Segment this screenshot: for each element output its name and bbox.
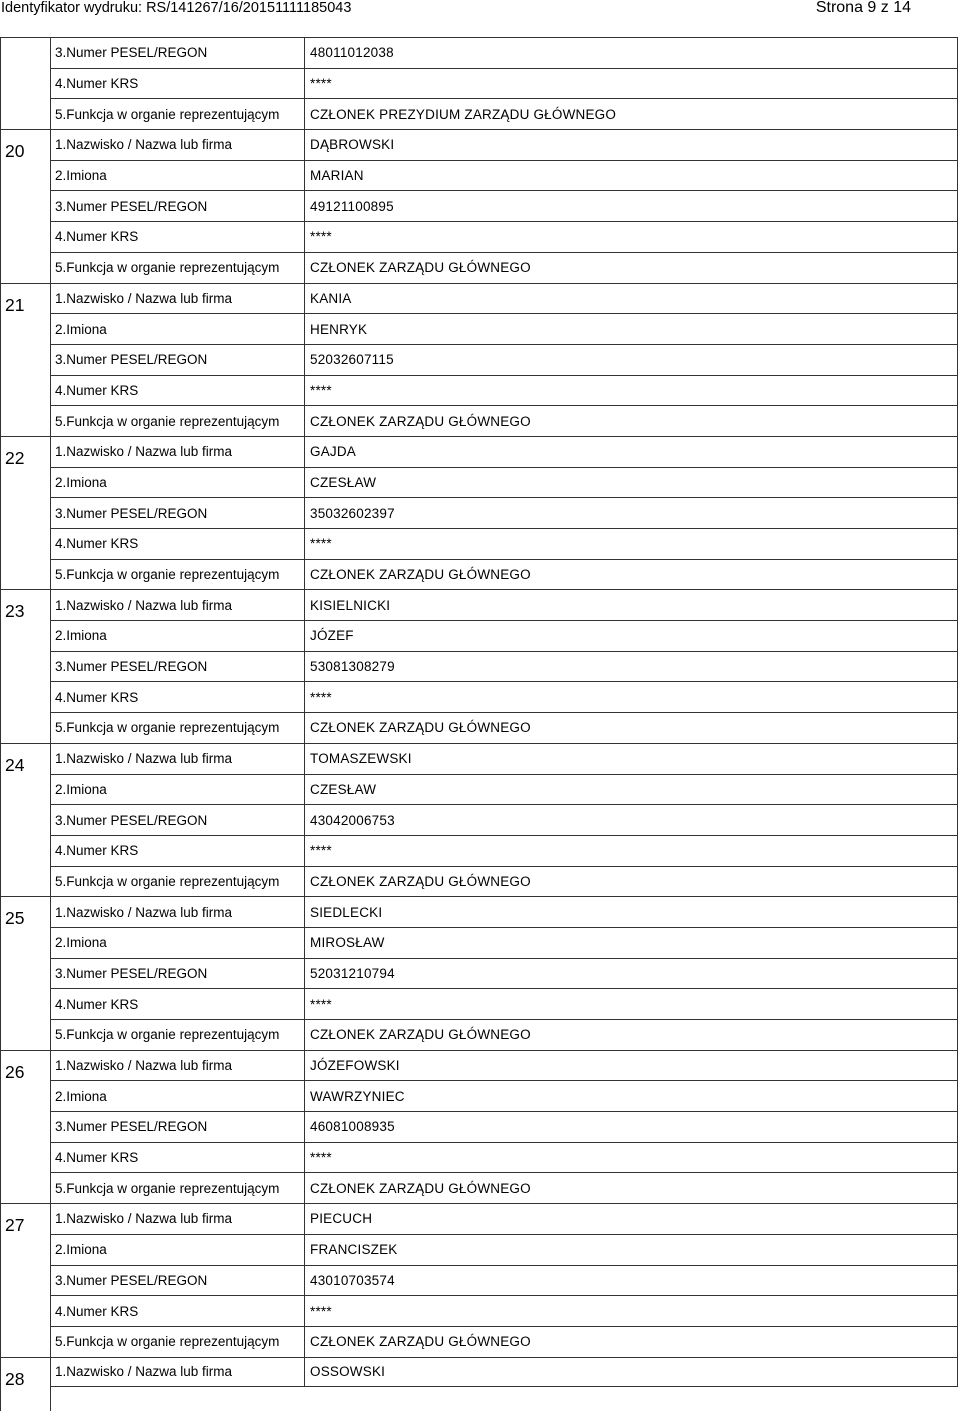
surname-value: KISIELNICKI [305, 590, 958, 620]
function-value: CZŁONEK ZARZĄDU GŁÓWNEGO [305, 1327, 958, 1357]
pesel-label: 3.Numer PESEL/REGON [51, 959, 305, 989]
first-names-row [51, 620, 958, 651]
first-names-value: WAWRZYNIEC [305, 1081, 958, 1111]
surname-value: SIEDLECKI [305, 897, 958, 927]
pesel-value: 49121100895 [305, 191, 958, 221]
first-names-value: MARIAN [305, 161, 958, 191]
function-row [51, 252, 958, 283]
entry-number: 26 [0, 1050, 51, 1203]
entry-fields [51, 589, 958, 742]
surname-value: PIECUCH [305, 1204, 958, 1234]
first-names-row [51, 1080, 958, 1111]
first-names-label: 2.Imiona [51, 161, 305, 191]
surname-value: OSSOWSKI [305, 1358, 958, 1387]
krs-row [51, 375, 958, 406]
surname-row [51, 589, 958, 620]
krs-value: **** [305, 1296, 958, 1326]
pesel-value: 48011012038 [305, 38, 958, 68]
entry-fields [51, 129, 958, 282]
entry-group [0, 896, 958, 1049]
surname-row [51, 129, 958, 160]
pesel-row [51, 651, 958, 682]
entry-number: 27 [0, 1203, 51, 1356]
krs-value: **** [305, 222, 958, 252]
function-row [51, 1326, 958, 1357]
entry-fields [51, 436, 958, 589]
krs-value: **** [305, 682, 958, 712]
first-names-label: 2.Imiona [51, 928, 305, 958]
entry-number: 24 [0, 743, 51, 896]
function-label: 5.Funkcja w organie reprezentującym [51, 867, 305, 897]
function-row [51, 405, 958, 436]
surname-label: 1.Nazwisko / Nazwa lub firma [51, 590, 305, 620]
entry-group [0, 1203, 958, 1356]
krs-label: 4.Numer KRS [51, 529, 305, 559]
entry-group [0, 589, 958, 742]
entry-fields [51, 283, 958, 436]
entry-number: 28 [0, 1357, 51, 1411]
entry-group [0, 283, 958, 436]
pesel-row [51, 190, 958, 221]
pesel-value: 52031210794 [305, 959, 958, 989]
first-names-value: HENRYK [305, 314, 958, 344]
function-value: CZŁONEK PREZYDIUM ZARZĄDU GŁÓWNEGO [305, 99, 958, 129]
surname-label: 1.Nazwisko / Nazwa lub firma [51, 437, 305, 467]
first-names-label: 2.Imiona [51, 468, 305, 498]
pesel-label: 3.Numer PESEL/REGON [51, 38, 305, 68]
surname-label: 1.Nazwisko / Nazwa lub firma [51, 1204, 305, 1234]
entry-group [0, 743, 958, 896]
first-names-row [51, 160, 958, 191]
surname-row [51, 1050, 958, 1081]
entry-fields [51, 896, 958, 1049]
function-label: 5.Funkcja w organie reprezentującym [51, 1020, 305, 1050]
function-row [51, 98, 958, 129]
krs-row [51, 1295, 958, 1326]
first-names-label: 2.Imiona [51, 1081, 305, 1111]
entry-number-continued [0, 37, 51, 129]
surname-value: JÓZEFOWSKI [305, 1051, 958, 1081]
first-names-row [51, 313, 958, 344]
entry-group [0, 436, 958, 589]
first-names-label: 2.Imiona [51, 775, 305, 805]
first-names-label: 2.Imiona [51, 621, 305, 651]
entry-group-continued [0, 37, 958, 129]
krs-value: **** [305, 69, 958, 99]
entry-number: 20 [0, 129, 51, 282]
pesel-value: 35032602397 [305, 498, 958, 528]
surname-value: TOMASZEWSKI [305, 744, 958, 774]
krs-label: 4.Numer KRS [51, 989, 305, 1019]
representatives-table [0, 37, 958, 1411]
pesel-row [51, 1265, 958, 1296]
krs-value: **** [305, 529, 958, 559]
surname-label: 1.Nazwisko / Nazwa lub firma [51, 1358, 305, 1387]
function-value: CZŁONEK ZARZĄDU GŁÓWNEGO [305, 713, 958, 743]
function-row [51, 559, 958, 590]
surname-label: 1.Nazwisko / Nazwa lub firma [51, 744, 305, 774]
function-row [51, 1019, 958, 1050]
krs-row [51, 528, 958, 559]
first-names-row [51, 927, 958, 958]
pesel-value: 53081308279 [305, 652, 958, 682]
surname-row [51, 1203, 958, 1234]
pesel-value: 43042006753 [305, 805, 958, 835]
entry-fields [51, 1203, 958, 1356]
surname-value: DĄBROWSKI [305, 130, 958, 160]
krs-label: 4.Numer KRS [51, 1143, 305, 1173]
entry-number: 21 [0, 283, 51, 436]
pesel-label: 3.Numer PESEL/REGON [51, 191, 305, 221]
krs-row [51, 68, 958, 99]
krs-label: 4.Numer KRS [51, 376, 305, 406]
function-label: 5.Funkcja w organie reprezentującym [51, 406, 305, 436]
first-names-label: 2.Imiona [51, 314, 305, 344]
surname-row [51, 896, 958, 927]
function-value: CZŁONEK ZARZĄDU GŁÓWNEGO [305, 406, 958, 436]
pesel-row [51, 37, 958, 68]
first-names-value: JÓZEF [305, 621, 958, 651]
function-row [51, 866, 958, 897]
surname-label: 1.Nazwisko / Nazwa lub firma [51, 897, 305, 927]
first-names-value: CZESŁAW [305, 775, 958, 805]
entry-number: 25 [0, 896, 51, 1049]
krs-row [51, 835, 958, 866]
function-label: 5.Funkcja w organie reprezentującym [51, 253, 305, 283]
function-label: 5.Funkcja w organie reprezentującym [51, 560, 305, 590]
function-value: CZŁONEK ZARZĄDU GŁÓWNEGO [305, 1020, 958, 1050]
krs-row [51, 681, 958, 712]
krs-row [51, 221, 958, 252]
page-number: Strona 9 z 14 [815, 0, 911, 16]
surname-value: GAJDA [305, 437, 958, 467]
surname-row [51, 436, 958, 467]
pesel-row [51, 804, 958, 835]
krs-row [51, 1142, 958, 1173]
krs-value: **** [305, 1143, 958, 1173]
krs-label: 4.Numer KRS [51, 222, 305, 252]
print-identifier: Identyfikator wydruku: RS/141267/16/20151111185043 [1, 0, 352, 16]
function-label: 5.Funkcja w organie reprezentującym [51, 713, 305, 743]
entry-fields [51, 1050, 958, 1203]
pesel-value: 46081008935 [305, 1112, 958, 1142]
entry-number: 22 [0, 436, 51, 589]
surname-row [51, 743, 958, 774]
entry-group [0, 1357, 958, 1411]
pesel-value: 52032607115 [305, 345, 958, 375]
function-value: CZŁONEK ZARZĄDU GŁÓWNEGO [305, 1173, 958, 1203]
surname-label: 1.Nazwisko / Nazwa lub firma [51, 1051, 305, 1081]
function-value: CZŁONEK ZARZĄDU GŁÓWNEGO [305, 560, 958, 590]
krs-label: 4.Numer KRS [51, 1296, 305, 1326]
krs-row [51, 988, 958, 1019]
krs-value: **** [305, 989, 958, 1019]
first-names-value: MIROSŁAW [305, 928, 958, 958]
function-label: 5.Funkcja w organie reprezentującym [51, 99, 305, 129]
surname-row [51, 1357, 958, 1388]
surname-label: 1.Nazwisko / Nazwa lub firma [51, 284, 305, 314]
function-value: CZŁONEK ZARZĄDU GŁÓWNEGO [305, 253, 958, 283]
krs-value: **** [305, 376, 958, 406]
pesel-label: 3.Numer PESEL/REGON [51, 652, 305, 682]
surname-value: KANIA [305, 284, 958, 314]
first-names-row [51, 774, 958, 805]
entry-fields [51, 1357, 958, 1388]
entry-fields [51, 743, 958, 896]
entry-number: 23 [0, 589, 51, 742]
pesel-row [51, 958, 958, 989]
first-names-row [51, 1234, 958, 1265]
pesel-label: 3.Numer PESEL/REGON [51, 345, 305, 375]
function-value: CZŁONEK ZARZĄDU GŁÓWNEGO [305, 867, 958, 897]
pesel-row [51, 344, 958, 375]
first-names-value: CZESŁAW [305, 468, 958, 498]
entry-fields [51, 37, 958, 129]
first-names-row [51, 467, 958, 498]
pesel-label: 3.Numer PESEL/REGON [51, 498, 305, 528]
krs-label: 4.Numer KRS [51, 682, 305, 712]
pesel-label: 3.Numer PESEL/REGON [51, 1112, 305, 1142]
entry-group [0, 1050, 958, 1203]
pesel-row [51, 1111, 958, 1142]
krs-label: 4.Numer KRS [51, 836, 305, 866]
function-row [51, 712, 958, 743]
surname-row [51, 283, 958, 314]
function-label: 5.Funkcja w organie reprezentującym [51, 1173, 305, 1203]
pesel-label: 3.Numer PESEL/REGON [51, 805, 305, 835]
first-names-value: FRANCISZEK [305, 1235, 958, 1265]
entry-group [0, 129, 958, 282]
first-names-label: 2.Imiona [51, 1235, 305, 1265]
krs-label: 4.Numer KRS [51, 69, 305, 99]
pesel-value: 43010703574 [305, 1266, 958, 1296]
krs-value: **** [305, 836, 958, 866]
pesel-label: 3.Numer PESEL/REGON [51, 1266, 305, 1296]
pesel-row [51, 497, 958, 528]
function-row [51, 1172, 958, 1203]
surname-label: 1.Nazwisko / Nazwa lub firma [51, 130, 305, 160]
function-label: 5.Funkcja w organie reprezentującym [51, 1327, 305, 1357]
